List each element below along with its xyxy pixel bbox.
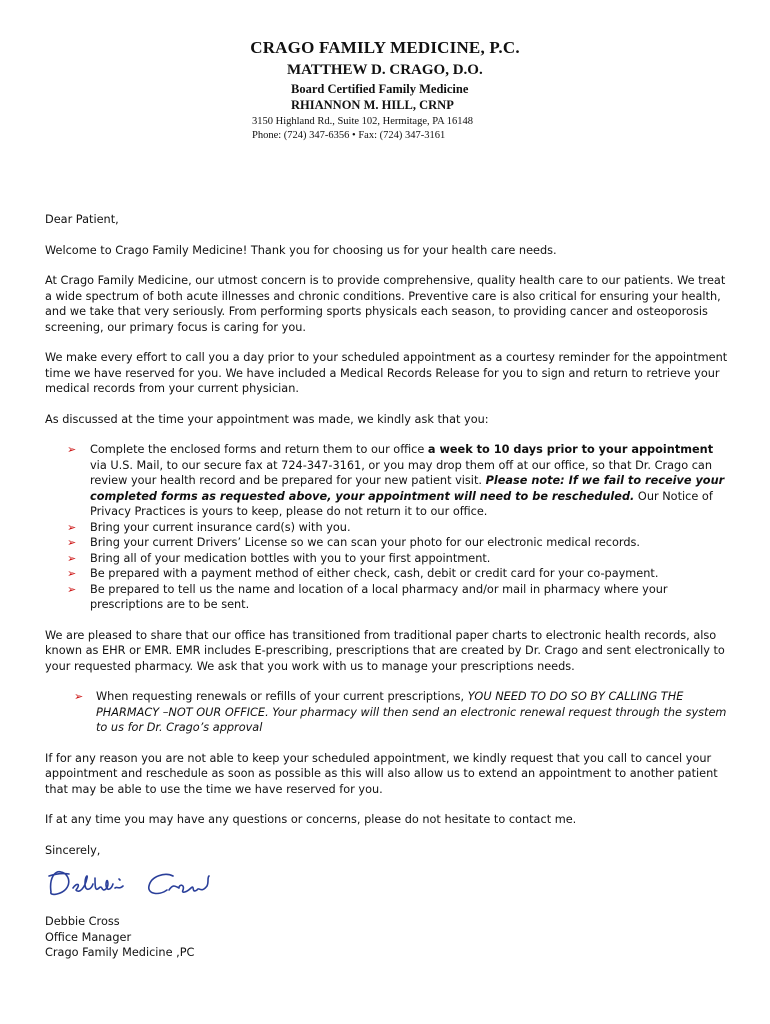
item-text: Bring your current Drivers’ License so we can scan your photo for our electronic medical records. (90, 536, 641, 549)
renewal-note (45, 689, 730, 736)
item-text: Our Notice of Privacy Practices is yours to keep, please do not return it to our office. (90, 489, 713, 518)
concern-paragraph: At Crago Family Medicine, our utmost concern is to provide comprehensive, quality health care to our patients. We treat a wide spectrum of both acute illnesses and chronic conditions. Preventive care is also critical for ensuring your health, and we take that very seriously. From performing sports physicals each season, to providing cancer and osteoporosis screening, our primary focus is caring for you. (45, 274, 726, 334)
arrow-bullet-icon: ➢ (67, 551, 77, 565)
arrow-bullet-icon: ➢ (67, 536, 77, 549)
ask-intro: As discussed at the time your appointment was made, we kindly ask that you: (45, 412, 489, 426)
welcome-paragraph: Welcome to Crago Family Medicine! Thank you for choosing us for your health care needs. (45, 243, 557, 257)
signer-title: Office Manager (45, 930, 132, 944)
renewal-text: When requesting renewals or refills of your current prescriptions, (96, 690, 468, 703)
handwritten-signature (45, 864, 730, 906)
arrow-bullet-icon: ➢ (74, 690, 84, 703)
item-text: via U.S. Mail, to our secure fax at 724-347-3161, or you may drop them off at our office, so that Dr. Crago can review your health record and be prepared for your new patient visit. (90, 458, 713, 487)
cancel-paragraph: If for any reason you are not able to keep your scheduled appointment, we kindly request that you call to cancel your appointment and reschedule as soon as possible as this will also allow us to extend an appointment to another patient that may be able to use the time we have reserved for you. (45, 751, 718, 796)
item-text: Be prepared to tell us the name and location of a local pharmacy and/or mail in pharmacy where your prescriptions are to be sent. (90, 582, 668, 611)
renewal-emphasis: YOU NEED TO DO SO BY CALLING THE PHARMACY –NOT OUR OFFICE. Your pharmacy will then send an electronic renewal request through the system to us for Dr. Crago’s approval (96, 690, 727, 734)
certification: Board Certified Family Medicine (291, 82, 469, 96)
item-text: Bring your current insurance card(s) with you. (90, 520, 351, 534)
item-emphasis: a week to 10 days prior to your appointment (427, 443, 714, 456)
list-item (45, 442, 730, 520)
closing-block (45, 914, 730, 961)
signature-drawing (45, 864, 215, 906)
arrow-bullet-icon: ➢ (67, 582, 77, 596)
signer-name: Debbie Cross (45, 915, 120, 928)
list-item (45, 566, 730, 582)
item-text: Be prepared with a payment method of either check, cash, debit or credit card for your co-payment. (90, 567, 659, 580)
list-item (45, 520, 730, 536)
item-text: Bring all of your medication bottles with you to your first appointment. (90, 551, 491, 565)
list-item (45, 535, 730, 551)
practice-name: CRAGO FAMILY MEDICINE, P.C. (250, 38, 520, 57)
letterhead (0, 38, 770, 141)
item-note: Please note: If we fail to receive your completed forms as requested above, your appointment will need to be rescheduled. (90, 474, 725, 503)
item-text: Complete the enclosed forms and return them to our office (90, 443, 428, 456)
phone-fax: Phone: (724) 347-6356 • Fax: (724) 347-3161 (252, 130, 446, 141)
ehr-paragraph: We are pleased to share that our office has transitioned from traditional paper charts to electronic health records, also known as EHR or EMR. EMR includes E-prescribing, prescriptions that are created by Dr. Crago and sent electronically to your requested pharmacy. We ask that you work with us to manage your prescriptions needs. (45, 628, 725, 673)
list-item (45, 582, 730, 613)
arrow-bullet-icon: ➢ (67, 567, 77, 580)
greeting: Dear Patient, (45, 213, 119, 226)
arrow-bullet-icon: ➢ (67, 520, 77, 534)
address: 3150 Highland Rd., Suite 102, Hermitage, PA 16148 (252, 116, 473, 127)
reminder-paragraph: We make every effort to call you a day prior to your scheduled appointment as a courtesy reminder for the appointment time we have reserved for you. We have included a Medical Records Release for you to sign and return to retrieve your medical records from your current physician. (45, 351, 728, 395)
doctor-name: MATTHEW D. CRAGO, D.O. (287, 62, 483, 78)
signoff: Sincerely, (45, 843, 101, 857)
list-item (45, 551, 730, 567)
arrow-bullet-icon: ➢ (67, 443, 77, 456)
signer-organization: Crago Family Medicine ,PC (45, 946, 195, 959)
letter-body (45, 212, 730, 961)
request-list (45, 442, 730, 613)
questions-paragraph: If at any time you may have any questions or concerns, please do not hesitate to contact me. (45, 813, 577, 826)
nurse-name: RHIANNON M. HILL, CRNP (291, 98, 454, 112)
